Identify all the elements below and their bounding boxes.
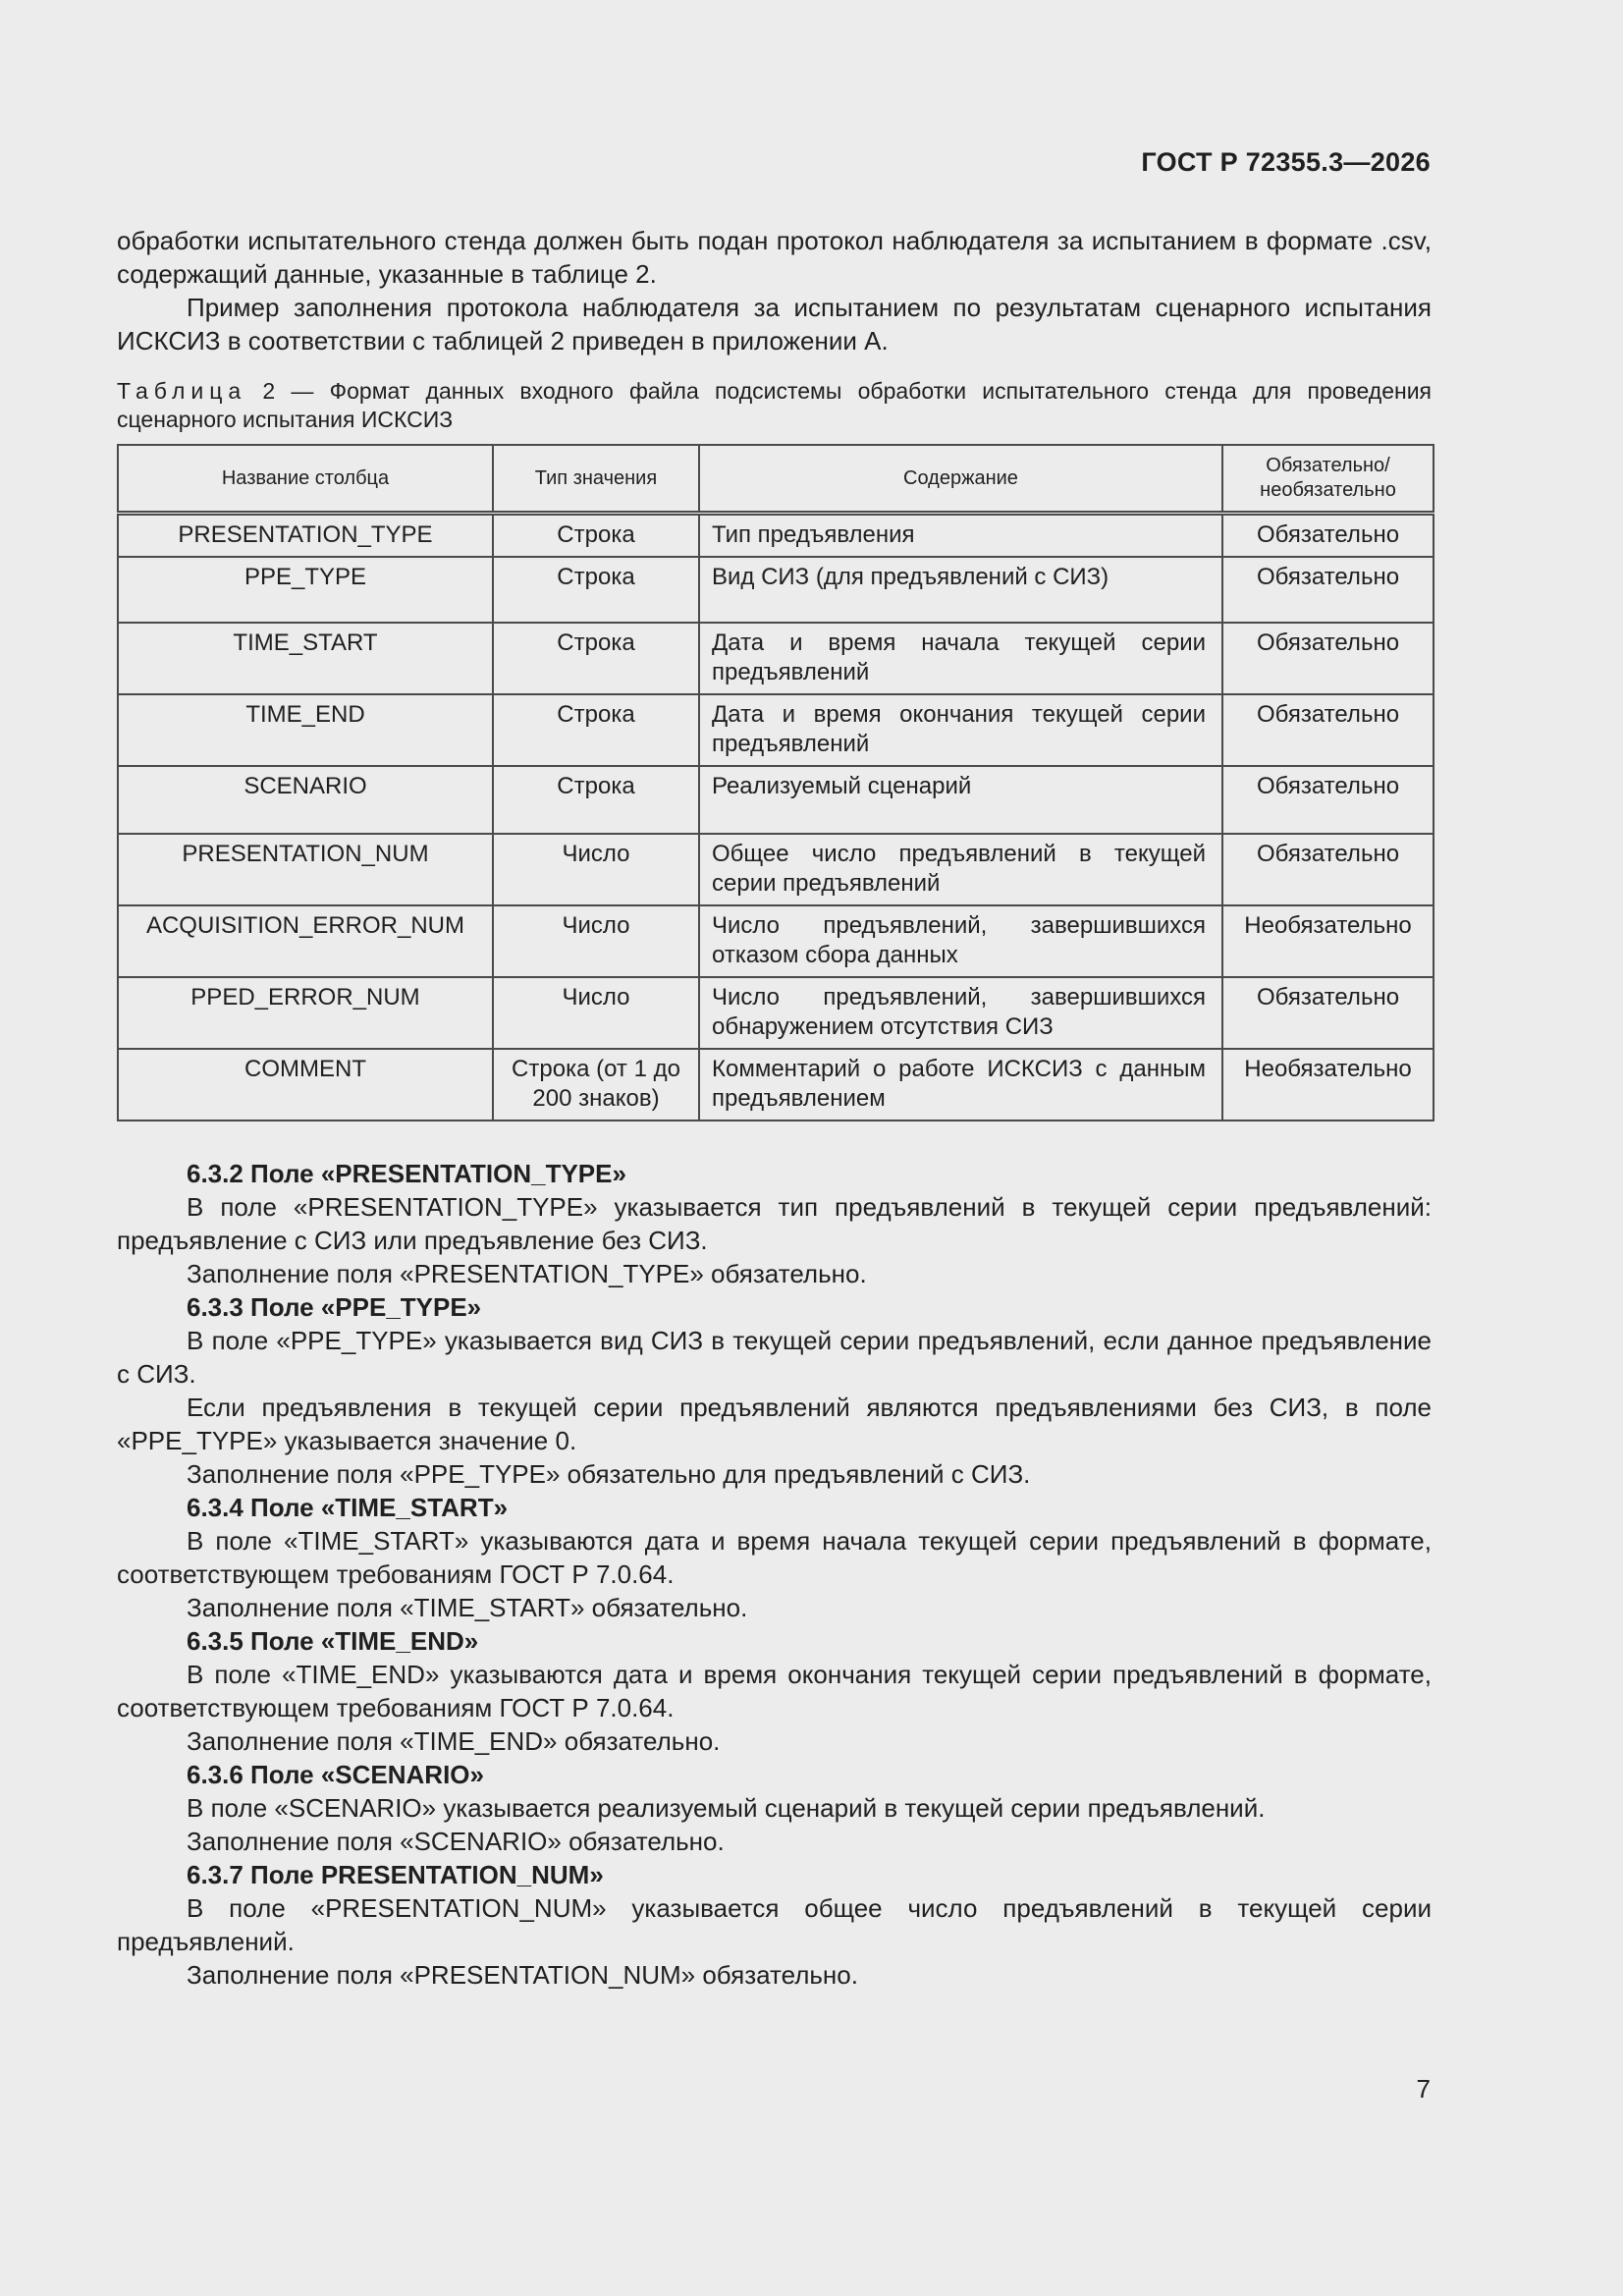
cell-value-type: Строка (от 1 до 200 знаков): [493, 1049, 699, 1121]
column-header: Название столбца: [118, 445, 493, 514]
intro-paragraph: Пример заполнения протокола наблюдателя за испытанием по результатам сценарного испытания ИСКСИЗ в соответствии с таблицей 2 приведен в приложении А.: [117, 293, 1432, 355]
column-header: Обязательно/ необязательно: [1222, 445, 1434, 514]
section-heading: 6.3.3 Поле «PPE_TYPE»: [187, 1292, 482, 1322]
table-row: [118, 834, 1434, 905]
column-header: Содержание: [699, 445, 1222, 514]
data-format-table: [117, 444, 1434, 1121]
table-row: [118, 694, 1434, 766]
cell-value-type: Строка: [493, 623, 699, 694]
section-heading: 6.3.4 Поле «TIME_START»: [187, 1493, 509, 1522]
cell-content: Дата и время окончания текущей серии предъявлений: [699, 694, 1222, 766]
cell-required: Обязательно: [1222, 977, 1434, 1049]
cell-content: Комментарий о работе ИСКСИЗ с данным предъявлением: [699, 1049, 1222, 1121]
cell-required: Необязательно: [1222, 1049, 1434, 1121]
section-heading: 6.3.5 Поле «TIME_END»: [187, 1626, 479, 1656]
document-code: ГОСТ Р 72355.3—2026: [1141, 147, 1431, 177]
section-paragraph: Заполнение поля «TIME_END» обязательно.: [187, 1726, 721, 1756]
cell-value-type: Число: [493, 905, 699, 977]
cell-value-type: Строка: [493, 694, 699, 766]
cell-value-type: Число: [493, 977, 699, 1049]
cell-content: Дата и время начала текущей серии предъявлений: [699, 623, 1222, 694]
table-caption-text: 2 — Формат данных входного файла подсистемы обработки испытательного стенда для проведения сценарного испытания ИСКСИЗ: [117, 378, 1432, 432]
section-paragraph: В поле «TIME_START» указываются дата и время начала текущей серии предъявлений в формате, соответствующем требованиям ГОСТ Р 7.0.64.: [117, 1526, 1432, 1589]
section-paragraph: Заполнение поля «PRESENTATION_TYPE» обязательно.: [187, 1259, 867, 1288]
cell-column-name: PPE_TYPE: [118, 557, 493, 623]
cell-required: Обязательно: [1222, 623, 1434, 694]
cell-column-name: TIME_END: [118, 694, 493, 766]
section-heading: 6.3.6 Поле «SCENARIO»: [187, 1760, 484, 1789]
cell-column-name: PPED_ERROR_NUM: [118, 977, 493, 1049]
section-paragraph: В поле «PRESENTATION_NUM» указывается общее число предъявлений в текущей серии предъявлений.: [117, 1893, 1432, 1956]
cell-column-name: SCENARIO: [118, 766, 493, 834]
section-heading: 6.3.7 Поле PRESENTATION_NUM»: [187, 1860, 604, 1889]
cell-required: Обязательно: [1222, 834, 1434, 905]
cell-required: Обязательно: [1222, 514, 1434, 558]
page-number: 7: [1416, 2074, 1431, 2104]
section-paragraph: В поле «SCENARIO» указывается реализуемый сценарий в текущей серии предъявлений.: [187, 1793, 1266, 1823]
cell-content: Реализуемый сценарий: [699, 766, 1222, 834]
cell-value-type: Строка: [493, 557, 699, 623]
table-row: [118, 514, 1434, 558]
section-paragraph: В поле «TIME_END» указываются дата и время окончания текущей серии предъявлений в формате, соответствующем требованиям ГОСТ Р 7.0.64.: [117, 1660, 1432, 1722]
table-row: [118, 1049, 1434, 1121]
cell-content: Общее число предъявлений в текущей серии предъявлений: [699, 834, 1222, 905]
table-caption: [117, 377, 1432, 434]
section-paragraph: В поле «PRESENTATION_TYPE» указывается тип предъявлений в текущей серии предъявлений: предъявление с СИЗ или предъявление без СИЗ.: [117, 1192, 1432, 1255]
intro-paragraph: обработки испытательного стенда должен быть подан протокол наблюдателя за испытанием в формате .csv, содержащий данные, указанные в таблице 2.: [117, 226, 1432, 289]
table-caption-label: Таблица: [117, 378, 247, 404]
section-paragraph: Заполнение поля «PPE_TYPE» обязательно для предъявлений с СИЗ.: [187, 1459, 1031, 1489]
table-row: [118, 557, 1434, 623]
cell-required: Обязательно: [1222, 694, 1434, 766]
table-header-row: [118, 445, 1434, 514]
cell-column-name: PRESENTATION_NUM: [118, 834, 493, 905]
table-row: [118, 977, 1434, 1049]
table-row: [118, 905, 1434, 977]
cell-content: Тип предъявления: [699, 514, 1222, 558]
section-heading: 6.3.2 Поле «PRESENTATION_TYPE»: [187, 1159, 626, 1188]
cell-column-name: PRESENTATION_TYPE: [118, 514, 493, 558]
section-paragraph: Заполнение поля «TIME_START» обязательно.: [187, 1593, 748, 1622]
cell-value-type: Строка: [493, 766, 699, 834]
cell-content: Число предъявлений, завершившихся отказом сбора данных: [699, 905, 1222, 977]
cell-column-name: COMMENT: [118, 1049, 493, 1121]
table-row: [118, 766, 1434, 834]
column-header: Тип значения: [493, 445, 699, 514]
cell-content: Число предъявлений, завершившихся обнаружением отсутствия СИЗ: [699, 977, 1222, 1049]
cell-content: Вид СИЗ (для предъявлений с СИЗ): [699, 557, 1222, 623]
page-content: [117, 224, 1432, 1992]
section-paragraph: В поле «PPE_TYPE» указывается вид СИЗ в текущей серии предъявлений, если данное предъявление с СИЗ.: [117, 1326, 1432, 1389]
cell-column-name: TIME_START: [118, 623, 493, 694]
cell-value-type: Число: [493, 834, 699, 905]
cell-value-type: Строка: [493, 514, 699, 558]
table-row: [118, 623, 1434, 694]
cell-required: Обязательно: [1222, 766, 1434, 834]
section-paragraph: Если предъявления в текущей серии предъявлений являются предъявлениями без СИЗ, в поле «PPE_TYPE» указывается значение 0.: [117, 1393, 1432, 1455]
cell-column-name: ACQUISITION_ERROR_NUM: [118, 905, 493, 977]
section-paragraph: Заполнение поля «SCENARIO» обязательно.: [187, 1827, 725, 1856]
cell-required: Необязательно: [1222, 905, 1434, 977]
cell-required: Обязательно: [1222, 557, 1434, 623]
section-paragraph: Заполнение поля «PRESENTATION_NUM» обязательно.: [187, 1960, 858, 1990]
